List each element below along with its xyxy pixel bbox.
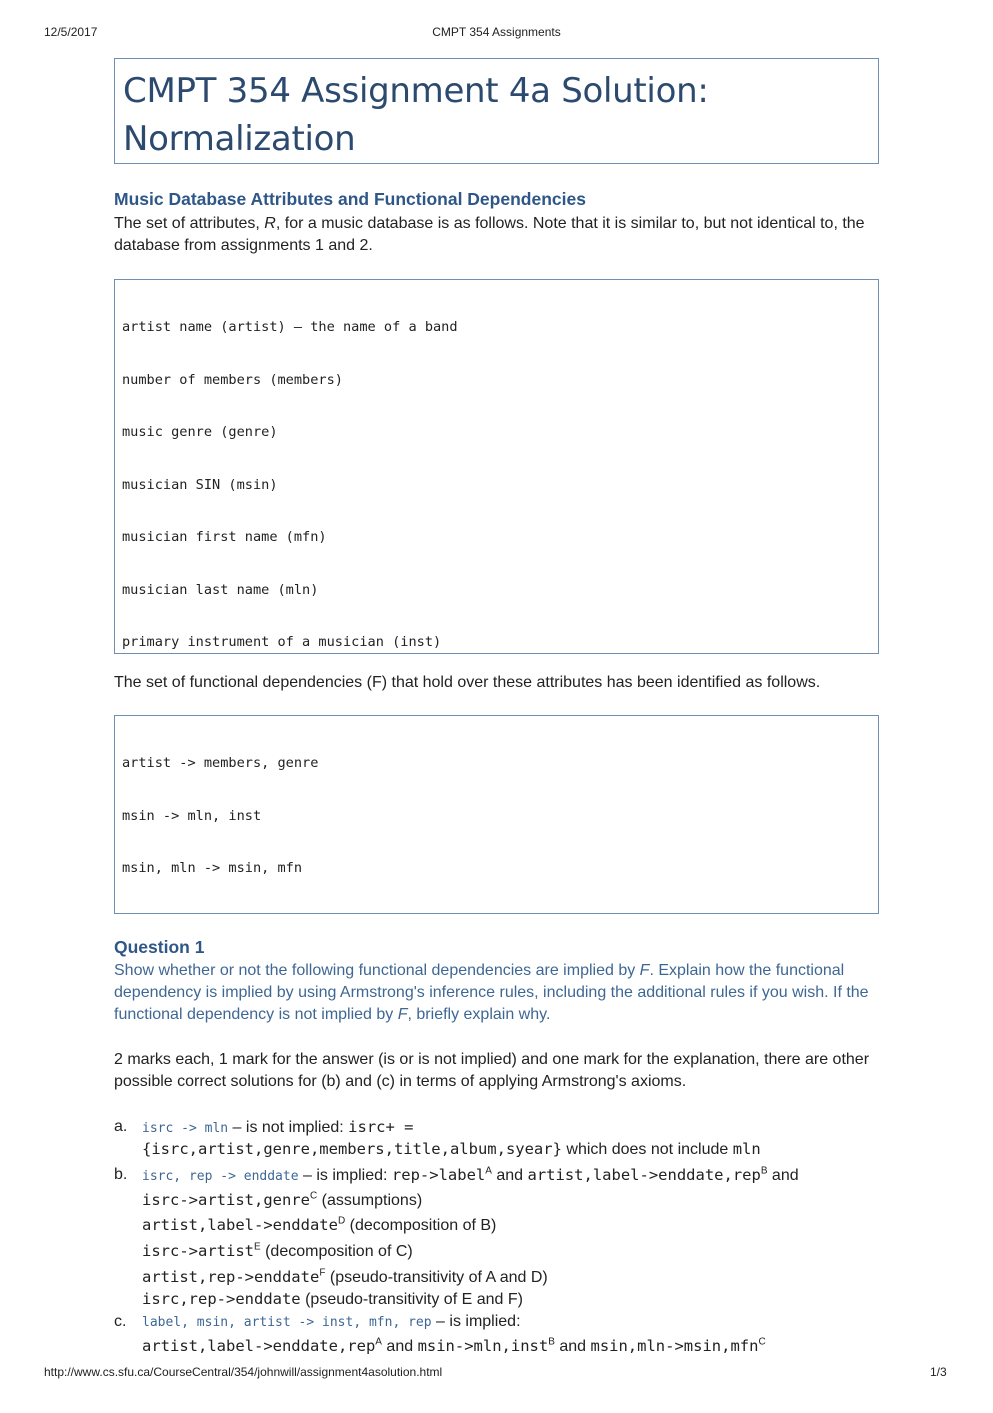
code-line [122,913,871,915]
answer-text: which does not include [561,1141,733,1158]
answer-mono: isrc,rep->enddate [142,1290,301,1308]
answer-b-line5 [142,1266,548,1289]
answer-text: (decomposition of C) [260,1243,413,1260]
answer-mono: isrc->artist [142,1242,254,1260]
code-line: artist -> members, genre [122,755,319,771]
code-line: musician last name (mln) [122,581,319,598]
answer-a-fd: isrc -> mln [142,1121,229,1136]
code-line: musician SIN (msin) [122,476,278,493]
answer-mono: artist,label->enddate [142,1216,338,1234]
fd-intro: The set of functional dependencies (F) that hold over these attributes has been identified as follows. [114,674,821,691]
answer-text: and [554,1338,591,1355]
fd-code-box [114,715,879,914]
superscript: C [758,1336,766,1348]
answer-mono: {isrc,artist,genre,members,title,album,syear} [142,1140,562,1158]
answer-a-label: a. [114,1118,128,1135]
code-line: msin, mln -> msin, mfn [122,860,303,876]
answer-mono: artist,label->enddate,rep [527,1166,761,1184]
page-title-line2: Normalization [123,119,356,159]
superscript: F [319,1267,326,1279]
code-line: primary instrument of a musician (inst) [122,634,442,650]
intro-text-b: , for a music database is as follows. Note that it is similar to, but not identical to, the database from assignments 1 and 2. [114,215,865,254]
answer-a-line2 [142,1138,761,1161]
answer-mono: msin,mln->msin,mfn [590,1337,759,1355]
answer-text: (pseudo-transitivity of A and D) [325,1269,548,1286]
answer-c-line1 [142,1311,521,1334]
answer-text: – is implied: [431,1313,521,1330]
print-footer-url[interactable]: http://www.cs.sfu.ca/CourseCentral/354/johnwill/assignment4asolution.html [44,1365,443,1379]
answer-b-fd: isrc, rep -> enddate [142,1169,299,1184]
answer-c-label: c. [114,1313,127,1330]
answer-text: – is implied: [298,1167,392,1184]
q1-text-c: , briefly explain why. [407,1006,551,1023]
print-date: 12/5/2017 [44,25,98,39]
answer-text: – is not implied: [228,1119,349,1136]
superscript: C [309,1190,318,1202]
code-line: music genre (genre) [122,424,278,440]
question-1-heading: Question 1 [114,937,205,957]
answer-text: (pseudo-transitivity of E and F) [300,1291,523,1308]
answer-b-line2 [142,1189,422,1212]
answer-mono: isrc->artist,genre [142,1191,310,1209]
marks-note: 2 marks each, 1 mark for the answer (is or is not implied) and one mark for the explanation, there are other possible correct solutions for (b) and (c) in terms of applying Armstrong's axioms. [114,1051,870,1090]
answer-text: and [767,1167,799,1184]
section-heading-attributes: Music Database Attributes and Functional Dependencies [114,189,586,209]
intro-r: R [264,215,276,232]
answer-b-line6 [142,1288,523,1311]
code-line: artist name (artist) – the name of a band [122,319,458,335]
answer-mono: artist,rep->enddate [142,1268,320,1286]
q1-text-a: Show whether or not the following functional dependencies are implied by [114,962,640,979]
answer-c-fd: label, msin, artist -> inst, mfn, rep [142,1315,432,1330]
answer-text: (assumptions) [317,1192,423,1209]
answer-text: and [491,1167,528,1184]
answer-text: and [381,1338,418,1355]
page-title [123,67,870,163]
code-line: musician first name (mfn) [122,529,327,545]
answer-mono: artist,label->enddate,rep [142,1337,376,1355]
q1-f2: F [397,1006,408,1023]
answer-b-line1 [142,1164,799,1188]
superscript: B [548,1336,555,1348]
q1-f1: F [639,962,650,979]
print-header-title: CMPT 354 Assignments [432,25,561,39]
section-intro [114,213,924,257]
superscript: B [760,1165,768,1177]
superscript: D [337,1215,346,1227]
attributes-code-box [114,279,879,654]
answer-a-line1 [142,1116,413,1140]
code-line: msin -> mln, inst [122,807,262,824]
superscript: A [485,1165,492,1177]
superscript: E [253,1241,261,1253]
answer-text: (decomposition of B) [345,1217,497,1234]
print-page-number: 1/3 [930,1365,947,1379]
answer-mono: rep->label [391,1166,486,1184]
answer-c-line2 [142,1335,766,1358]
answer-b-label: b. [114,1166,128,1183]
question-1-text [114,960,884,1026]
answer-mono: mln [732,1140,761,1158]
answer-mono: msin->mln,inst [417,1337,549,1355]
q1-text-b: . Explain how the functional dependency is implied by using Armstrong's inference rules, including the additional rules if you wish. If the functional dependency is not implied by [114,962,869,1023]
page-title-box [114,58,879,164]
page-title-line1: CMPT 354 Assignment 4a Solution: [123,71,709,111]
superscript: A [375,1336,382,1348]
answer-mono: isrc+ = [348,1118,414,1136]
intro-text-a: The set of attributes, [114,215,265,232]
answer-b-line3 [142,1214,496,1237]
answer-b-line4 [142,1240,413,1263]
code-line: number of members (members) [122,371,343,388]
